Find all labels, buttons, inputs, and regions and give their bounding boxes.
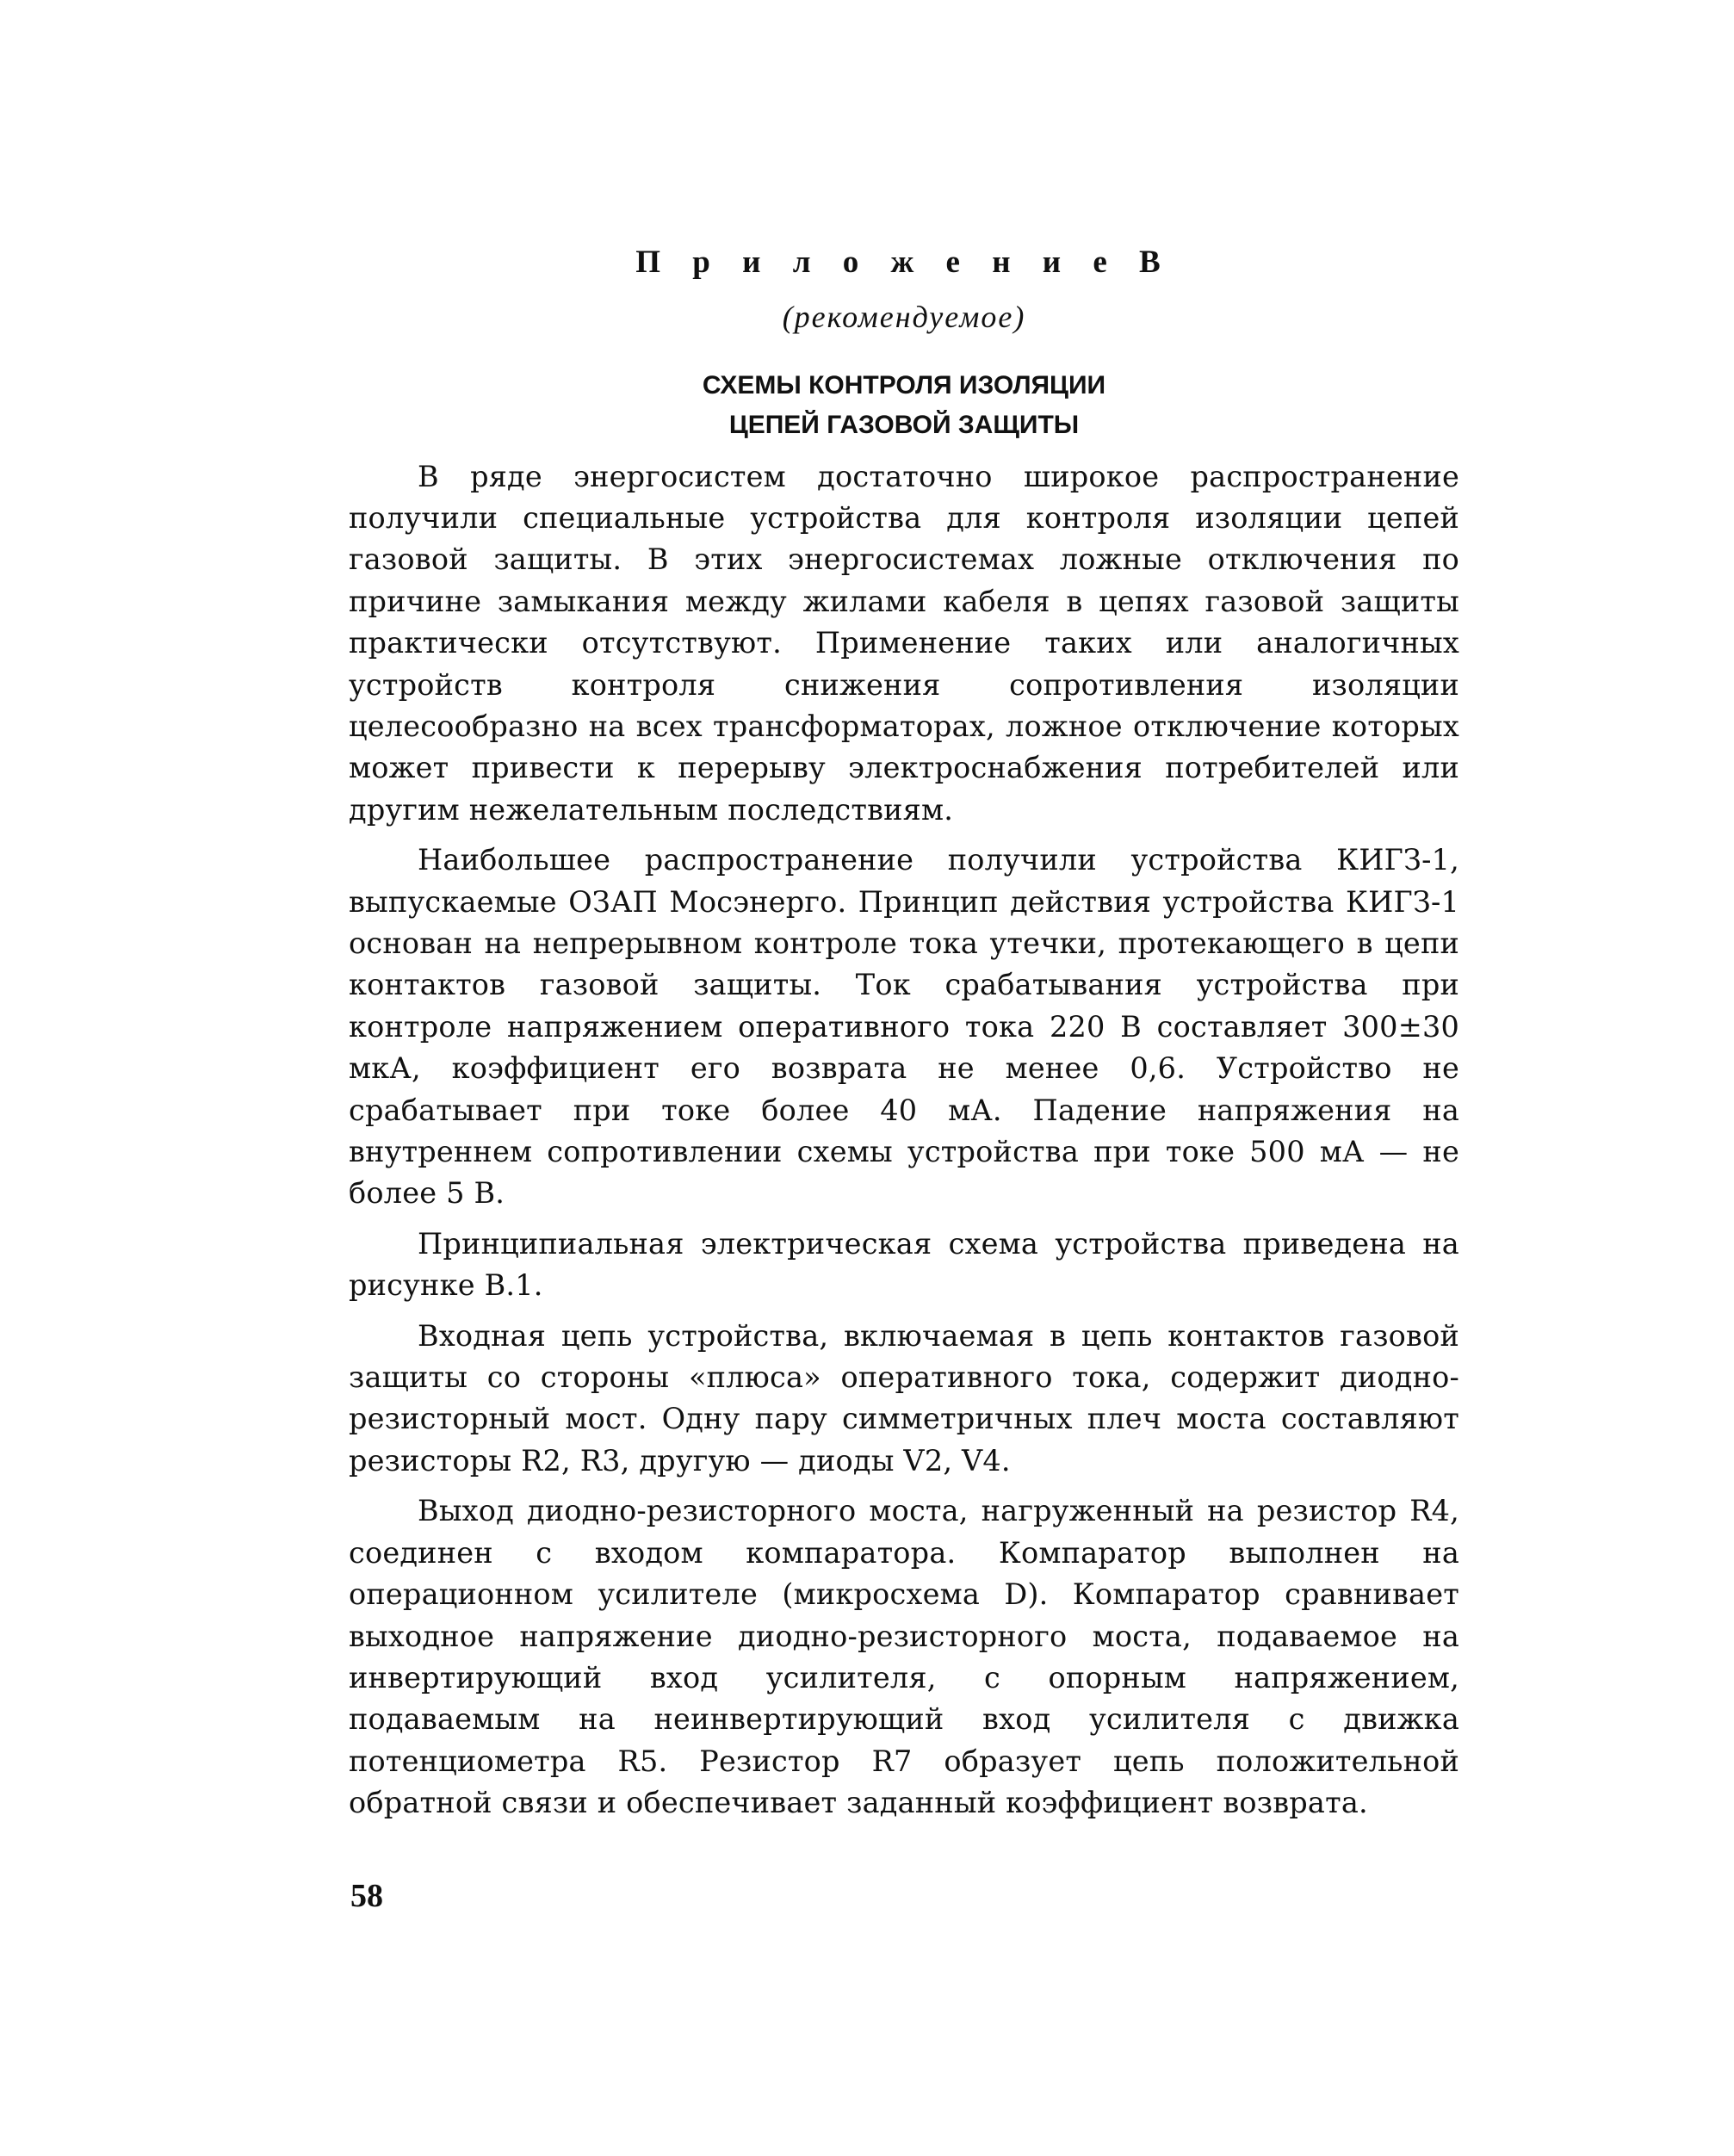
appendix-title: П р и л о ж е н и е В [635, 245, 1173, 280]
paragraph-5: Выход диодно-резисторного моста, нагруженный на резистор R4, соединен с входом компаратора. Компаратор выполнен на операционном усилителе (микросхема D). Компаратор сравнивает выходное напряжение диодно-резисторного моста, подаваемое на инвертирующий вход усилителя, с опорным напряжением, подаваемым на неинвертирующий вход усилителя с движка потенциометра R5. Резистор R7 образует цепь положительной обратной связи и обеспечивает заданный коэффициент возврата. [349, 1494, 1459, 1820]
paragraph-1: В ряде энергосистем достаточно широкое распространение получили специальные устройства для контроля изоляции цепей газовой защиты. В этих энергосистемах ложные отключения по причине замыкания между жилами кабеля в цепях газовой защиты практически отсутствуют. Применение таких или аналогичных устройств контроля снижения сопротивления изоляции целесообразно на всех трансформаторах, ложное отключение которых может привести к перерыву электроснабжения потребителей или другим нежелательным последствиям. [349, 459, 1459, 827]
paragraph-3: Принципиальная электрическая схема устройства приведена на рисунке В.1. [349, 1226, 1459, 1303]
paragraph-2: Наибольшее распространение получили устройства КИГЗ-1, выпускаемые ОЗАП Мосэнерго. Принцип действия устройства КИГЗ-1 основан на непрерывном контроле тока утечки, протекающего в цепи контактов газовой защиты. Ток срабатывания устройства при контроле напряжением оперативного тока 220 В составляет 300±30 мкА, коэффициент его возврата не менее 0,6. Устройство не срабатывает при токе более 40 мА. Падение напряжения на внутреннем сопротивлении схемы устройства при токе 500 мА — не более 5 В. [349, 843, 1459, 1211]
body-text [349, 456, 1459, 1825]
page-content [349, 241, 1459, 1833]
section-title-line-1: СХЕМЫ КОНТРОЛЯ ИЗОЛЯЦИИ [702, 370, 1106, 400]
page-number: 58 [350, 1878, 383, 1914]
appendix-status: (рекомендуемое) [782, 299, 1026, 334]
paragraph-4: Входная цепь устройства, включаемая в цепь контактов газовой защиты со стороны «плюса» оперативного тока, содержит диодно-резисторный мост. Одну пару симметричных плеч моста составляют резисторы R2, R3, другую — диоды V2, V4. [349, 1318, 1459, 1478]
section-title-line-2: ЦЕПЕЙ ГАЗОВОЙ ЗАЩИТЫ [728, 411, 1080, 440]
section-title [349, 366, 1459, 446]
